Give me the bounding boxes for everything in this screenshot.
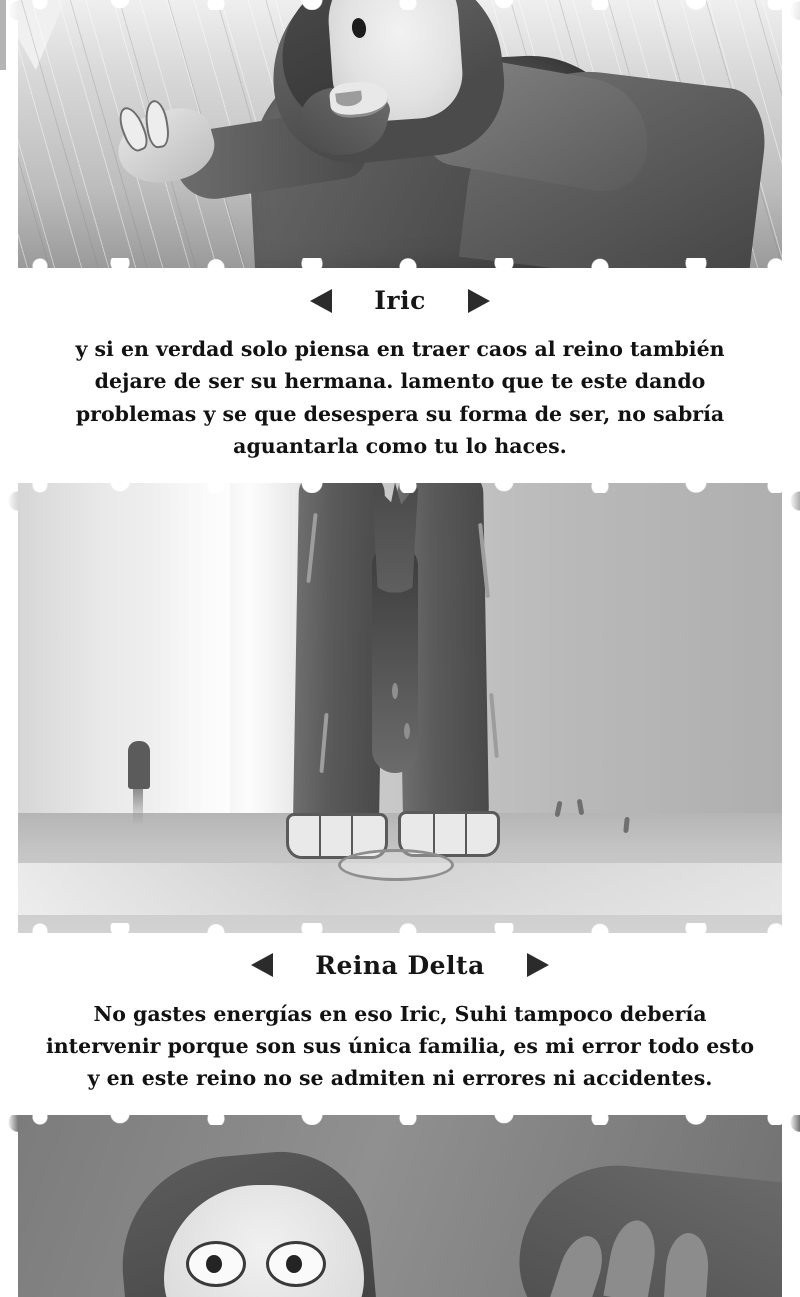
paw-toe-line [319,816,321,856]
panel-artwork [0,1115,800,1297]
puddle-ripple-shape [338,849,454,881]
paw-toe-line [433,814,435,854]
water-drip-shape [404,723,410,739]
speaker-selector-reina-delta [0,933,800,990]
speaker-name-label: Reina Delta [315,950,485,980]
distant-figure-reflection-shape [133,789,143,825]
paw-toe-line [465,814,467,854]
paw-toe-line [351,816,353,856]
character-pupil-left-shape [206,1255,222,1273]
prev-speaker-arrow-icon[interactable] [310,289,332,313]
panel-artwork [0,483,800,933]
character-pupil-right-shape [286,1255,302,1273]
panel-artwork [0,0,800,268]
next-speaker-arrow-icon[interactable] [527,953,549,977]
prev-speaker-arrow-icon[interactable] [251,953,273,977]
dialogue-text-reina-delta: No gastes energías en eso Iric, Suhi tampoco debería intervenir porque son sus única familia, es mi error todo esto y en este reino no se admiten ni errores ni accidentes. [0,990,800,1115]
dialogue-text-iric: y si en verdad solo piensa en traer caos al reino también dejare de ser su hermana. lamento que te este dando problemas y se que desespera su forma de ser, no sabría aguantarla como tu lo haces. [0,325,800,483]
water-drip-shape [392,683,398,699]
comic-panel-hooded-figure [0,0,800,268]
speaker-name-label: Iric [374,286,426,315]
comic-panel-wide-legs [0,483,800,933]
comic-panel-closeup [0,1115,800,1297]
speaker-selector-iric [0,268,800,325]
next-speaker-arrow-icon[interactable] [468,289,490,313]
distant-figure-shape [128,741,150,789]
page-edge-sliver [0,0,6,70]
